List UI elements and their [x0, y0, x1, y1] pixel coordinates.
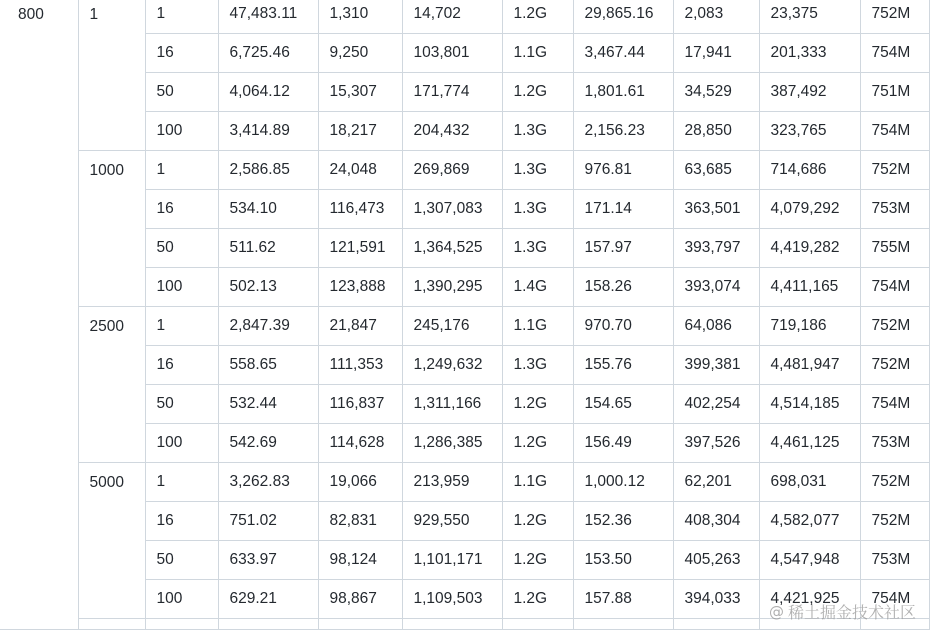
cell-value: 171.14 — [573, 190, 673, 229]
cell-value: 18,217 — [318, 112, 402, 151]
cell-value: 154.65 — [573, 385, 673, 424]
cell-value: 752M — [860, 307, 929, 346]
cell-value: 152.36 — [573, 502, 673, 541]
cell-value: 719,186 — [759, 307, 860, 346]
cell-value: 103,801 — [402, 34, 502, 73]
cell-value: 402,254 — [673, 385, 759, 424]
cell-value: 1,000.12 — [573, 463, 673, 502]
cell-value: 1.3G — [502, 190, 573, 229]
cell-value: 1,249,632 — [402, 346, 502, 385]
cell-value: 1.2G — [502, 385, 573, 424]
cell-value: 19,066 — [318, 463, 402, 502]
cell-value: 976.81 — [573, 151, 673, 190]
cell-col2-group: 1000 — [78, 151, 145, 307]
cell-value: 405,263 — [673, 541, 759, 580]
cell-value: 363,501 — [673, 190, 759, 229]
cell-value: 98,867 — [318, 580, 402, 619]
cell-col3: 100 — [145, 112, 218, 151]
watermark-text: 稀土掘金技术社区 — [787, 603, 916, 622]
cell-value: 4,582,077 — [759, 502, 860, 541]
cell-empty — [759, 619, 860, 630]
cell-value: 698,031 — [759, 463, 860, 502]
cell-value: 394,033 — [673, 580, 759, 619]
cell-value: 3,467.44 — [573, 34, 673, 73]
cell-col3: 1 — [145, 307, 218, 346]
cell-value: 155.76 — [573, 346, 673, 385]
cell-empty — [402, 619, 502, 630]
cell-value: 114,628 — [318, 424, 402, 463]
cell-col3: 100 — [145, 268, 218, 307]
cell-empty — [78, 619, 145, 630]
cell-value: 1.1G — [502, 34, 573, 73]
cell-value: 15,307 — [318, 73, 402, 112]
cell-value: 4,421,925 — [759, 580, 860, 619]
cell-value: 752M — [860, 346, 929, 385]
cell-value: 1.1G — [502, 463, 573, 502]
cell-value: 752M — [860, 0, 929, 34]
cell-empty — [145, 619, 218, 630]
table-row — [0, 0, 929, 34]
cell-value: 323,765 — [759, 112, 860, 151]
cell-value: 1,307,083 — [402, 190, 502, 229]
cell-value: 1.2G — [502, 541, 573, 580]
cell-value: 1,311,166 — [402, 385, 502, 424]
cell-value: 204,432 — [402, 112, 502, 151]
cell-value: 752M — [860, 502, 929, 541]
cell-col3: 50 — [145, 229, 218, 268]
cell-value: 1.2G — [502, 580, 573, 619]
cell-value: 753M — [860, 190, 929, 229]
cell-value: 542.69 — [218, 424, 318, 463]
cell-value: 511.62 — [218, 229, 318, 268]
cell-value: 1,101,171 — [402, 541, 502, 580]
cell-value: 158.26 — [573, 268, 673, 307]
cell-value: 1.2G — [502, 424, 573, 463]
cell-value: 629.21 — [218, 580, 318, 619]
cell-value: 121,591 — [318, 229, 402, 268]
cell-value: 2,586.85 — [218, 151, 318, 190]
cell-col3: 16 — [145, 34, 218, 73]
cell-value: 1,390,295 — [402, 268, 502, 307]
cell-col3: 1 — [145, 463, 218, 502]
cell-value: 755M — [860, 229, 929, 268]
cell-value: 754M — [860, 112, 929, 151]
cell-value: 269,869 — [402, 151, 502, 190]
cell-value: 28,850 — [673, 112, 759, 151]
cell-value: 4,064.12 — [218, 73, 318, 112]
cell-value: 1,109,503 — [402, 580, 502, 619]
cell-value: 213,959 — [402, 463, 502, 502]
cell-value: 754M — [860, 34, 929, 73]
cell-value: 752M — [860, 151, 929, 190]
cell-value: 2,083 — [673, 0, 759, 34]
cell-value: 2,156.23 — [573, 112, 673, 151]
cell-value: 9,250 — [318, 34, 402, 73]
cell-value: 157.88 — [573, 580, 673, 619]
cell-value: 157.97 — [573, 229, 673, 268]
cell-empty — [860, 619, 929, 630]
cell-value: 4,411,165 — [759, 268, 860, 307]
cell-value: 4,481,947 — [759, 346, 860, 385]
cell-col3: 16 — [145, 502, 218, 541]
cell-value: 714,686 — [759, 151, 860, 190]
cell-value: 62,201 — [673, 463, 759, 502]
cell-col2-group: 1 — [78, 0, 145, 151]
cell-value: 502.13 — [218, 268, 318, 307]
cell-value: 1.2G — [502, 502, 573, 541]
cell-empty — [318, 619, 402, 630]
cell-value: 98,124 — [318, 541, 402, 580]
cell-value: 1.1G — [502, 307, 573, 346]
cell-value: 21,847 — [318, 307, 402, 346]
cell-value: 116,837 — [318, 385, 402, 424]
cell-empty — [218, 619, 318, 630]
cell-value: 1,364,525 — [402, 229, 502, 268]
cell-value: 4,419,282 — [759, 229, 860, 268]
cell-value: 63,685 — [673, 151, 759, 190]
cell-value: 1.3G — [502, 346, 573, 385]
cell-value: 387,492 — [759, 73, 860, 112]
cell-value: 245,176 — [402, 307, 502, 346]
cell-value: 23,375 — [759, 0, 860, 34]
cell-value: 753M — [860, 541, 929, 580]
cell-value: 633.97 — [218, 541, 318, 580]
cell-value: 4,514,185 — [759, 385, 860, 424]
cell-value: 1,801.61 — [573, 73, 673, 112]
cell-empty — [502, 619, 573, 630]
cell-value: 2,847.39 — [218, 307, 318, 346]
cell-value: 393,797 — [673, 229, 759, 268]
cell-col2-group: 5000 — [78, 463, 145, 619]
cell-value: 116,473 — [318, 190, 402, 229]
cell-value: 1.2G — [502, 73, 573, 112]
cell-value: 123,888 — [318, 268, 402, 307]
cell-col3: 50 — [145, 385, 218, 424]
cell-value: 393,074 — [673, 268, 759, 307]
table-row — [0, 151, 929, 190]
cell-value: 6,725.46 — [218, 34, 318, 73]
cell-col1: 800 — [0, 0, 78, 630]
cell-value: 1.3G — [502, 112, 573, 151]
cell-value: 4,461,125 — [759, 424, 860, 463]
cell-value: 532.44 — [218, 385, 318, 424]
cell-value: 753M — [860, 424, 929, 463]
cell-value: 751.02 — [218, 502, 318, 541]
cell-value: 3,262.83 — [218, 463, 318, 502]
cell-value: 29,865.16 — [573, 0, 673, 34]
cell-value: 754M — [860, 385, 929, 424]
cell-value: 82,831 — [318, 502, 402, 541]
cell-value: 14,702 — [402, 0, 502, 34]
cell-value: 1,286,385 — [402, 424, 502, 463]
cell-value: 201,333 — [759, 34, 860, 73]
cell-value: 751M — [860, 73, 929, 112]
cell-value: 929,550 — [402, 502, 502, 541]
cell-value: 4,547,948 — [759, 541, 860, 580]
cell-value: 558.65 — [218, 346, 318, 385]
cell-empty — [673, 619, 759, 630]
cell-value: 3,414.89 — [218, 112, 318, 151]
cell-col3: 16 — [145, 346, 218, 385]
cell-col2-group: 2500 — [78, 307, 145, 463]
cell-col3: 100 — [145, 580, 218, 619]
cell-value: 111,353 — [318, 346, 402, 385]
cell-value: 4,079,292 — [759, 190, 860, 229]
cell-value: 752M — [860, 463, 929, 502]
cell-value: 47,483.11 — [218, 0, 318, 34]
watermark-at-symbol: @ — [768, 602, 784, 621]
cell-value: 397,526 — [673, 424, 759, 463]
cell-col3: 16 — [145, 190, 218, 229]
cell-value: 24,048 — [318, 151, 402, 190]
cell-value: 1,310 — [318, 0, 402, 34]
cell-value: 17,941 — [673, 34, 759, 73]
cell-value: 399,381 — [673, 346, 759, 385]
cell-col3: 1 — [145, 151, 218, 190]
cell-value: 754M — [860, 268, 929, 307]
cell-col3: 50 — [145, 541, 218, 580]
cell-value: 534.10 — [218, 190, 318, 229]
cell-value: 1.3G — [502, 229, 573, 268]
cell-value: 153.50 — [573, 541, 673, 580]
cell-value: 64,086 — [673, 307, 759, 346]
cell-value: 34,529 — [673, 73, 759, 112]
cell-value: 1.2G — [502, 0, 573, 34]
cell-col3: 50 — [145, 73, 218, 112]
cell-value: 754M — [860, 580, 929, 619]
table-row-partial — [0, 619, 929, 630]
cell-value: 408,304 — [673, 502, 759, 541]
cell-value: 1.3G — [502, 151, 573, 190]
table-row — [0, 463, 929, 502]
cell-empty — [573, 619, 673, 630]
cell-value: 970.70 — [573, 307, 673, 346]
cell-value: 171,774 — [402, 73, 502, 112]
cell-col3: 100 — [145, 424, 218, 463]
cell-value: 1.4G — [502, 268, 573, 307]
cell-col3: 1 — [145, 0, 218, 34]
table-row — [0, 307, 929, 346]
cell-value: 156.49 — [573, 424, 673, 463]
